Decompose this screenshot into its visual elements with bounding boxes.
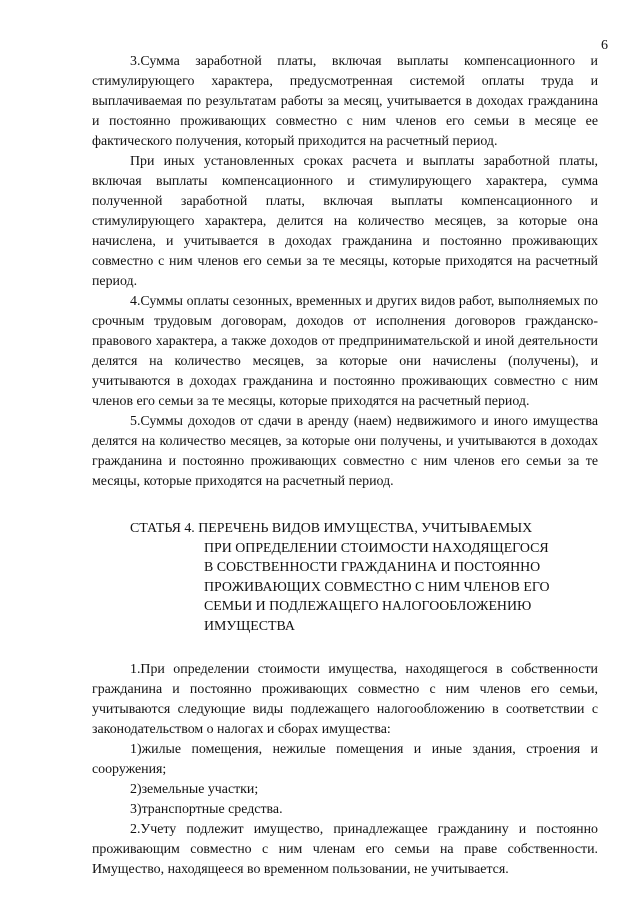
paragraph-property-valuation: 1.При определении стоимости имущества, находящегося в собственности гражданина и постоянно проживающих совместно с ним членов его семьи, учитываются следующие виды подлежащего налогообложению в соответствии с законодательством о налогах и сборах имущества: — [92, 662, 598, 737]
page-number: 6 — [601, 38, 608, 53]
paragraph-ownership: 2.Учету подлежит имущество, принадлежащее гражданину и постоянно проживающим совместно с ним членам его семьи на праве собственности. Имущество, находящееся во временном пользовании, не учитывается. — [92, 822, 598, 877]
article-4-heading — [130, 519, 598, 636]
paragraph-seasonal-work: 4.Суммы оплаты сезонных, временных и других видов работ, выполняемых по срочным трудовым договорам, доходов от исполнения договоров гражданско-правового характера, а также доходов от предпринимательской и иной деятельности делятся на количество месяцев, за которые они начислены (получены), и учитываются в доходах гражданина и постоянно проживающих совместно с ним членов его семьи за те месяцы, которые приходятся на расчетный период. — [92, 294, 598, 409]
document-body — [92, 52, 598, 880]
heading-line: СТАТЬЯ 4. ПЕРЕЧЕНЬ ВИДОВ ИМУЩЕСТВА, УЧИТЫВАЕМЫХ — [130, 521, 533, 536]
paragraph-salary: 3.Сумма заработной платы, включая выплаты компенсационного и стимулирующего характера, предусмотренная системой оплаты труда и выплачиваемая по результатам работы за месяц, учитывается в доходах гражданина и постоянно проживающих совместно с ним членов его семьи в месяце ее фактического получения, который приходится на расчетный период. — [92, 54, 598, 149]
heading-line: ПРИ ОПРЕДЕЛЕНИИ СТОИМОСТИ НАХОДЯЩЕГОСЯ — [204, 540, 549, 556]
list-item-buildings: 1)жилые помещения, нежилые помещения и иные здания, строения и сооружения; — [92, 742, 598, 777]
paragraph-rent-income: 5.Суммы доходов от сдачи в аренду (наем) недвижимого и иного имущества делятся на количество месяцев, за которые они получены, и учитываются в доходах гражданина и постоянно проживающих совместно с ним членов его семьи за те месяцы, которые приходятся на расчетный период. — [92, 414, 598, 489]
heading-line: В СОБСТВЕННОСТИ ГРАЖДАНИНА И ПОСТОЯННО — [204, 560, 541, 575]
list-item-land: 2)земельные участки; — [130, 782, 259, 797]
heading-line: ПРОЖИВАЮЩИХ СОВМЕСТНО С НИМ ЧЛЕНОВ ЕГО — [204, 579, 550, 595]
heading-line: СЕМЬИ И ПОДЛЕЖАЩЕГО НАЛОГООБЛОЖЕНИЮ — [204, 599, 532, 614]
heading-line: ИМУЩЕСТВА — [204, 618, 295, 634]
list-item-vehicles: 3)транспортные средства. — [130, 802, 283, 817]
paragraph-other-terms: При иных установленных сроках расчета и выплаты заработной платы, включая выплаты компенсационного и стимулирующего характера, сумма полученной заработной платы, включая выплаты компенсационного и стимулирующего характера, делится на количество месяцев, за которые она начислена, и учитывается в доходах гражданина и постоянно проживающих совместно с ним членов его семьи за те месяцы, которые приходятся на расчетный период. — [92, 154, 598, 289]
